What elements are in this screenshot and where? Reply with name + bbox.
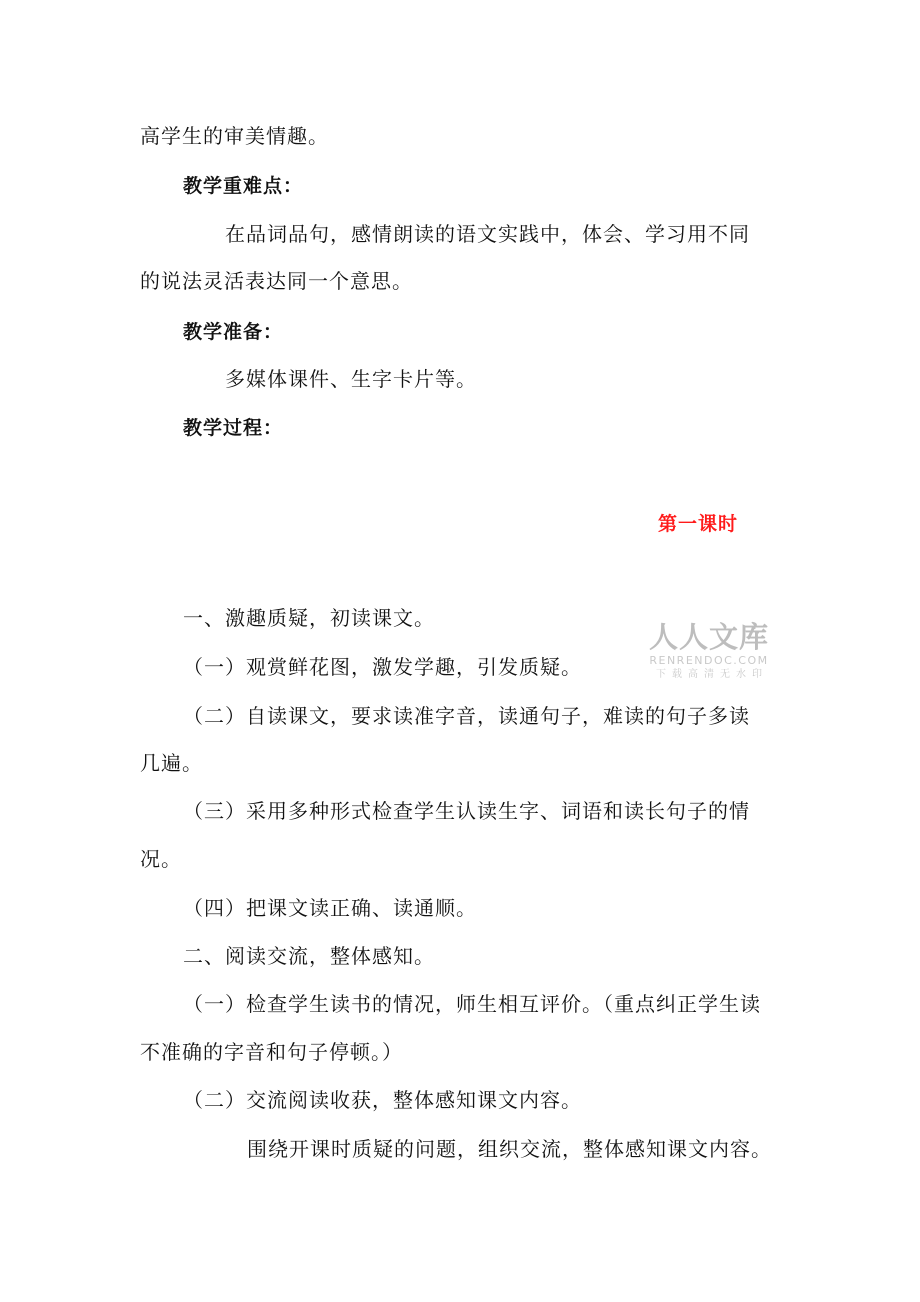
paragraph-line: （二）自读课文，要求读准字音，读通句子，难读的句子多读 xyxy=(183,704,750,728)
paragraph-line: 二、阅读交流，整体感知。 xyxy=(183,944,435,968)
paragraph-line: 在品词品句，感情朗读的语文实践中，体会、学习用不同 xyxy=(225,222,750,246)
section-heading-key-points: 教学重难点： xyxy=(183,175,304,197)
paragraph-line: 高学生的审美情趣。 xyxy=(140,124,329,148)
paragraph-line: 几遍。 xyxy=(140,751,203,775)
watermark-tagline: 下载高清无水印 xyxy=(656,669,768,680)
paragraph-line: 一、激趣质疑，初读课文。 xyxy=(183,606,435,630)
paragraph-line: 况。 xyxy=(140,847,182,871)
watermark-logo xyxy=(646,620,772,682)
paragraph-line: 围绕开课时质疑的问题，组织交流，整体感知课文内容。 xyxy=(247,1137,772,1161)
section-heading-process: 教学过程： xyxy=(183,417,284,439)
paragraph-line: 多媒体课件、生字卡片等。 xyxy=(225,367,477,391)
paragraph-line: （二）交流阅读收获，整体感知课文内容。 xyxy=(183,1088,582,1112)
paragraph-line: （一）观赏鲜花图，激发学趣，引发质疑。 xyxy=(183,655,582,679)
paragraph-line: 不准确的字音和句子停顿。） xyxy=(140,1040,403,1064)
paragraph-line: （一）检查学生读书的情况，师生相互评价。（重点纠正学生读 xyxy=(183,992,761,1016)
watermark-domain: RENRENDOC.COM xyxy=(649,654,769,667)
paragraph-line: 的说法灵活表达同一个意思。 xyxy=(140,269,413,293)
paragraph-line: （三）采用多种形式检查学生认读生字、词语和读长句子的情 xyxy=(183,799,750,823)
lesson-title: 第一课时 xyxy=(658,513,739,535)
paragraph-line: （四）把课文读正确、读通顺。 xyxy=(183,896,477,920)
section-heading-preparation: 教学准备： xyxy=(183,321,284,343)
watermark-brand: 人人文库 xyxy=(648,620,769,654)
